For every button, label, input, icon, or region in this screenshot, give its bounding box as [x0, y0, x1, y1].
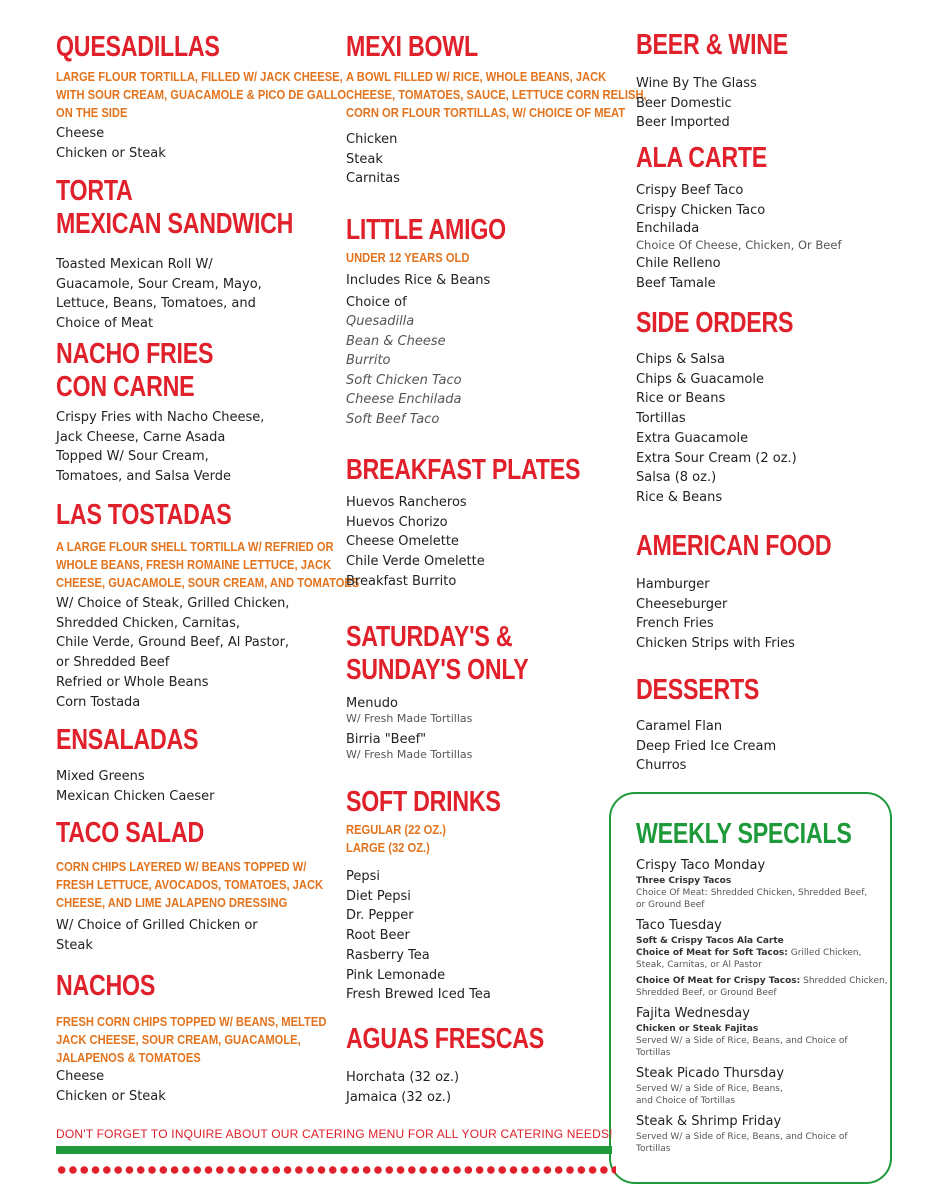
- item-list: [56, 124, 326, 163]
- section-title: NACHO FRIES CON CARNE: [56, 338, 214, 403]
- menu-item: Huevos Chorizo: [346, 514, 448, 530]
- section-side-orders: [636, 307, 906, 508]
- menu-item: Wine By The Glass: [636, 76, 757, 91]
- item-list: [636, 575, 906, 654]
- special-day: Steak & Shrimp Friday: [636, 1114, 782, 1129]
- item-list: [346, 271, 616, 429]
- menu-item: Tomatoes, and Salsa Verde: [56, 469, 231, 485]
- choice-item: Quesadilla: [346, 314, 415, 330]
- menu-item: Salsa (8 oz.): [636, 470, 717, 486]
- menu-item: Huevos Rancheros: [346, 495, 467, 510]
- section-title: MEXI BOWL: [346, 31, 478, 63]
- special-note: Served W/ a Side of Rice, Beans, and Choice of Tortillas: [636, 1132, 848, 1154]
- menu-item: Crispy Fries with Nacho Cheese,: [56, 410, 265, 425]
- menu-item: Crispy Beef Taco: [636, 183, 744, 198]
- menu-item: Breakfast Burrito: [346, 573, 457, 589]
- section-description: UNDER 12 YEARS OLD: [346, 250, 470, 265]
- section-description: A BOWL FILLED W/ RICE, WHOLE BEANS, JACK CHEESE, TOMATOES, SAUCE, LETTUCE CORN RELISH, CORN OR FLOUR TORTILLAS, W/ CHOICE OF MEAT: [346, 69, 647, 120]
- menu-item: Jamaica (32 oz.): [346, 1089, 452, 1105]
- section-description: LARGE FLOUR TORTILLA, FILLED W/ JACK CHEESE, WITH SOUR CREAM, GUACAMOLE & PICO DE GALLO ON THE SIDE: [56, 69, 347, 120]
- item-note: Choice Of Cheese, Chicken, Or Beef: [636, 238, 842, 253]
- menu-item: W/ Choice of Steak, Grilled Chicken,: [56, 596, 290, 611]
- item-list: [636, 181, 906, 294]
- menu-item: Guacamole, Sour Cream, Mayo,: [56, 276, 262, 292]
- menu-item: French Fries: [636, 616, 714, 632]
- section-little-amigo: [346, 214, 616, 429]
- catering-notice: DON'T FORGET TO INQUIRE ABOUT OUR CATERING MENU FOR ALL YOUR CATERING NEEDS!: [56, 1127, 613, 1141]
- menu-item: Beer Imported: [636, 115, 730, 131]
- section-title: AGUAS FRESCAS: [346, 1023, 544, 1055]
- section-ensaladas: [56, 724, 326, 806]
- item-list: [56, 916, 326, 955]
- menu-item: Chile Relleno: [636, 256, 721, 272]
- item-list: [636, 717, 906, 776]
- menu-item: Hamburger: [636, 577, 710, 592]
- menu-item: Lettuce, Beans, Tomatoes, and: [56, 296, 256, 312]
- menu-item: Mixed Greens: [56, 769, 145, 784]
- menu-item: Rasberry Tea: [346, 947, 430, 963]
- special-day: Fajita Wednesday: [636, 1006, 750, 1021]
- section-nachos: [56, 970, 326, 1106]
- menu-item: Horchata (32 oz.): [346, 1070, 460, 1085]
- item-list: [346, 695, 616, 762]
- menu-item: Chicken or Steak: [56, 145, 166, 161]
- menu-item: Beef Tamale: [636, 276, 716, 292]
- menu-item: Chile Verde Omelette: [346, 554, 485, 570]
- section-title: BEER & WINE: [636, 29, 789, 61]
- menu-item: or Shredded Beef: [56, 655, 170, 671]
- menu-item: Carnitas: [346, 171, 400, 187]
- menu-item: Mexican Chicken Caeser: [56, 788, 215, 804]
- special-tuesday: [636, 917, 888, 999]
- section-title: ALA CARTE: [636, 142, 768, 174]
- section-title: WEEKLY SPECIALS: [636, 818, 852, 850]
- menu-item: Rice or Beans: [636, 391, 726, 407]
- special-note: Choice of Meat for Soft Tacos: Grilled Chicken, Steak, Carnitas, or Al Pastor: [636, 948, 862, 970]
- item-note: W/ Fresh Made Tortillas: [346, 712, 473, 725]
- section-weekend-only: [346, 621, 616, 762]
- item-list: [56, 767, 326, 806]
- section-description: FRESH CORN CHIPS TOPPED W/ BEANS, MELTED JACK CHEESE, SOUR CREAM, GUACAMOLE, JALAPENOS & TOMATOES: [56, 1014, 327, 1065]
- menu-item: Pepsi: [346, 869, 381, 884]
- special-friday: [636, 1113, 881, 1155]
- menu-item: Chips & Salsa: [636, 352, 725, 367]
- item-note: W/ Fresh Made Tortillas: [346, 748, 473, 761]
- menu-item: Diet Pepsi: [346, 888, 411, 904]
- section-title: ENSALADAS: [56, 724, 199, 756]
- green-divider-bar: [56, 1146, 612, 1154]
- section-description: REGULAR (22 OZ.) LARGE (32 OZ.): [346, 822, 447, 855]
- menu-item: Birria "Beef": [346, 732, 427, 747]
- section-description: CORN CHIPS LAYERED W/ BEANS TOPPED W/ FRESH LETTUCE, AVOCADOS, TOMATOES, JACK CHEESE, AND LIME JALAPENO DRESSING: [56, 859, 324, 910]
- menu-item: Dr. Pepper: [346, 908, 414, 924]
- item-list: [346, 1068, 616, 1107]
- section-las-tostadas: [56, 499, 360, 712]
- section-quesadillas: [56, 31, 347, 163]
- item-list: [56, 255, 326, 334]
- section-title: AMERICAN FOOD: [636, 530, 832, 562]
- special-dish: Soft & Crispy Tacos Ala Carte: [636, 936, 784, 946]
- menu-item: Choice of: [346, 294, 407, 310]
- menu-item: Chile Verde, Ground Beef, Al Pastor,: [56, 635, 290, 651]
- item-list: [346, 493, 616, 592]
- section-title: TACO SALAD: [56, 817, 204, 849]
- choice-item: Bean & Cheese: [346, 333, 446, 349]
- section-title: BREAKFAST PLATES: [346, 454, 581, 486]
- soft-taco-label: Choice of Meat for Soft Tacos:: [636, 948, 788, 958]
- menu-item: Rice & Beans: [636, 489, 723, 505]
- crispy-taco-label: Choice Of Meat for Crispy Tacos:: [636, 976, 801, 986]
- menu-item: Deep Fried Ice Cream: [636, 738, 777, 754]
- item-list: [346, 130, 616, 189]
- section-beer-wine: [636, 29, 906, 133]
- menu-item: Refried or Whole Beans: [56, 674, 209, 690]
- section-taco-salad: [56, 817, 326, 955]
- menu-item: Fresh Brewed Iced Tea: [346, 987, 491, 1003]
- menu-item: Topped W/ Sour Cream,: [56, 449, 209, 465]
- menu-item: Extra Guacamole: [636, 430, 749, 446]
- menu-item: Pink Lemonade: [346, 967, 446, 983]
- section-title: LITTLE AMIGO: [346, 214, 506, 246]
- choice-item: Soft Beef Taco: [346, 411, 440, 427]
- item-list: [636, 350, 906, 508]
- menu-item: Jack Cheese, Carne Asada: [56, 429, 226, 445]
- item-list: [56, 1067, 326, 1106]
- special-note: Served W/ a Side of Rice, Beans, and Choice of Tortillas: [636, 1036, 848, 1058]
- section-title: NACHOS: [56, 970, 156, 1002]
- section-ala-carte: [636, 142, 906, 294]
- menu-item: Enchilada: [636, 221, 700, 237]
- menu-item: Caramel Flan: [636, 719, 723, 734]
- section-breakfast-plates: [346, 454, 616, 592]
- section-title: QUESADILLAS: [56, 31, 220, 63]
- choice-item: Burrito: [346, 353, 391, 369]
- menu-item: Chicken: [346, 132, 398, 147]
- special-note: Served W/ a Side of Rice, Beans, and Choice of Tortillas: [636, 1084, 783, 1106]
- menu-item: Includes Rice & Beans: [346, 273, 491, 288]
- section-title: SATURDAY'S & SUNDAY'S ONLY: [346, 621, 529, 686]
- menu-item: Shredded Chicken, Carnitas,: [56, 615, 241, 631]
- menu-item: Toasted Mexican Roll W/: [56, 257, 213, 272]
- menu-item: Cheese Omelette: [346, 534, 459, 550]
- special-day: Taco Tuesday: [636, 918, 722, 933]
- section-desserts: [636, 674, 906, 776]
- item-list: [56, 408, 326, 487]
- menu-item: Menudo: [346, 696, 398, 711]
- section-title: SIDE ORDERS: [636, 307, 794, 339]
- menu-item: Steak: [346, 151, 383, 167]
- section-american-food: [636, 530, 906, 654]
- menu-item: Root Beer: [346, 928, 410, 944]
- section-aguas-frescas: [346, 1023, 616, 1107]
- special-thursday: [636, 1065, 881, 1107]
- menu-item: Cheese: [56, 126, 105, 141]
- item-list: [56, 594, 326, 712]
- menu-item: Cheese: [56, 1069, 105, 1084]
- special-note: Choice Of Meat: Shredded Chicken, Shredded Beef, or Ground Beef: [636, 888, 868, 910]
- item-list: [346, 867, 616, 1005]
- special-day: Crispy Taco Monday: [636, 858, 766, 873]
- section-mexi-bowl: [346, 31, 647, 189]
- section-title: DESSERTS: [636, 674, 760, 706]
- special-note: Choice Of Meat for Crispy Tacos: Shredded Chicken, Shredded Beef, or Ground Beef: [636, 976, 888, 998]
- section-title: TORTA MEXICAN SANDWICH: [56, 175, 294, 240]
- menu-item: Churros: [636, 758, 687, 774]
- menu-item: Chips & Guacamole: [636, 371, 764, 387]
- menu-item: Corn Tostada: [56, 694, 141, 710]
- menu-item: Chicken Strips with Fries: [636, 636, 795, 652]
- special-wednesday: [636, 1005, 881, 1059]
- special-dish: Three Crispy Tacos: [636, 876, 732, 886]
- weekly-specials: [636, 818, 888, 1161]
- red-dot-border: [56, 1165, 616, 1175]
- menu-item: Extra Sour Cream (2 oz.): [636, 450, 797, 466]
- section-description: A LARGE FLOUR SHELL TORTILLA W/ REFRIED OR WHOLE BEANS, FRESH ROMAINE LETTUCE, JACK CHEESE, GUACAMOLE, SOUR CREAM, AND TOMATOES: [56, 539, 360, 590]
- menu-item: Choice of Meat: [56, 316, 154, 332]
- menu-item: Tortillas: [636, 411, 686, 427]
- menu-item: Beer Domestic: [636, 95, 732, 111]
- section-nacho-fries: [56, 338, 326, 487]
- menu-item: Chicken or Steak: [56, 1088, 166, 1104]
- special-day: Steak Picado Thursday: [636, 1066, 785, 1081]
- special-dish: Chicken or Steak Fajitas: [636, 1024, 759, 1034]
- section-torta: [56, 175, 326, 334]
- menu-item: Crispy Chicken Taco: [636, 202, 766, 218]
- choice-item: Soft Chicken Taco: [346, 372, 462, 388]
- menu-item: Steak: [56, 937, 93, 953]
- section-title: LAS TOSTADAS: [56, 499, 232, 531]
- special-monday: [636, 857, 881, 911]
- menu-item: Cheeseburger: [636, 596, 728, 612]
- choice-item: Cheese Enchilada: [346, 392, 462, 408]
- section-title: SOFT DRINKS: [346, 786, 501, 818]
- item-list: [636, 74, 906, 133]
- menu-item: W/ Choice of Grilled Chicken or: [56, 918, 258, 933]
- section-soft-drinks: [346, 786, 616, 1005]
